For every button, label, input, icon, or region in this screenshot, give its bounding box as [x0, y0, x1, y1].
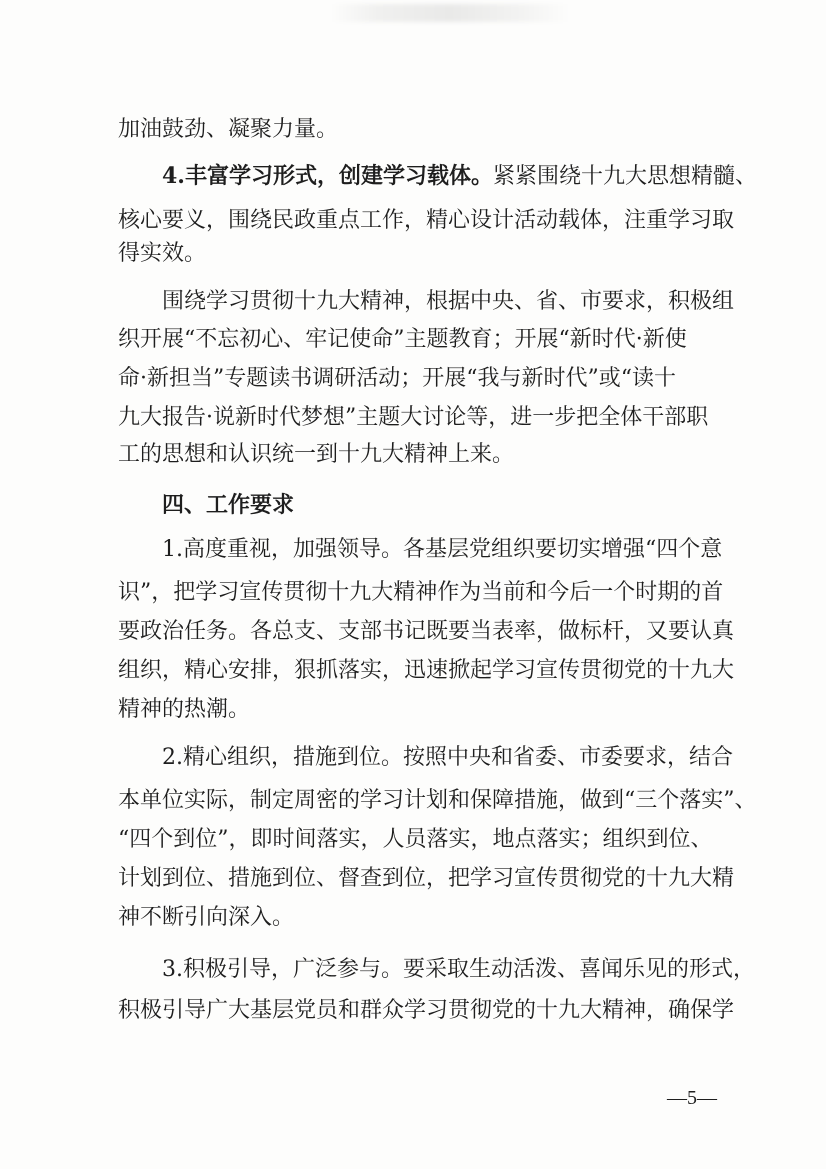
section-heading-4: 四、工作要求 — [162, 492, 295, 518]
text-line-20: 神不断引向深入。 — [118, 905, 295, 930]
text-line-17: 本单位实际，制定周密的学习计划和保障措施，做到“三个落实”、 — [118, 788, 757, 813]
item-4-text: 紧紧围绕十九大思想精髓、 — [492, 164, 757, 189]
text-line-1: 加油鼓劲、凝聚力量。 — [118, 117, 339, 142]
text-line-11: 1.高度重视，加强领导。各基层党组织要切实增强“四个意 — [162, 537, 723, 562]
text-line-9: 工的思想和认识统一到十九大精神上来。 — [118, 442, 515, 467]
text-line-3: 核心要义，围绕民政重点工作，精心设计活动载体，注重学习取 — [118, 208, 735, 233]
text-line-16: 2.精心组织，措施到位。按照中央和省委、市委要求，结合 — [162, 745, 733, 770]
text-line-13: 要政治任务。各总支、支部书记既要当表率，做标杆，又要认真 — [118, 619, 735, 644]
text-line-5: 围绕学习贯彻十九大精神，根据中央、省、市要求，积极组 — [162, 289, 735, 314]
text-line-2 — [162, 161, 757, 192]
text-line-6: 织开展“不忘初心、牢记使命”主题教育；开展“新时代·新使 — [118, 327, 687, 352]
text-line-18: “四个到位”，即时间落实，人员落实，地点落实；组织到位、 — [118, 827, 713, 852]
text-line-7: 命·新担当”专题读书调研活动；开展“我与新时代”或“读十 — [118, 366, 676, 391]
scan-artifact — [330, 4, 570, 22]
text-line-22: 积极引导广大基层党员和群众学习贯彻党的十九大精神，确保学 — [118, 998, 735, 1023]
text-line-14: 组织，精心安排，狠抓落实，迅速掀起学习宣传贯彻党的十九大 — [118, 658, 735, 683]
text-line-19: 计划到位、措施到位、督查到位，把学习宣传贯彻党的十九大精 — [118, 866, 735, 891]
text-line-15: 精神的热潮。 — [118, 697, 251, 722]
text-line-12: 识”，把学习宣传贯彻十九大精神作为当前和今后一个时期的首 — [118, 580, 724, 605]
page-number: —5— — [667, 1087, 717, 1109]
text-line-8: 九大报告·说新时代梦想”主题大讨论等，进一步把全体干部职 — [118, 405, 709, 430]
item-4-lead: 4.丰富学习形式，创建学习载体。 — [162, 163, 493, 189]
text-line-21: 3.积极引导，广泛参与。要采取生动活泼、喜闻乐见的形式， — [162, 957, 755, 982]
text-line-4: 得实效。 — [118, 241, 207, 266]
